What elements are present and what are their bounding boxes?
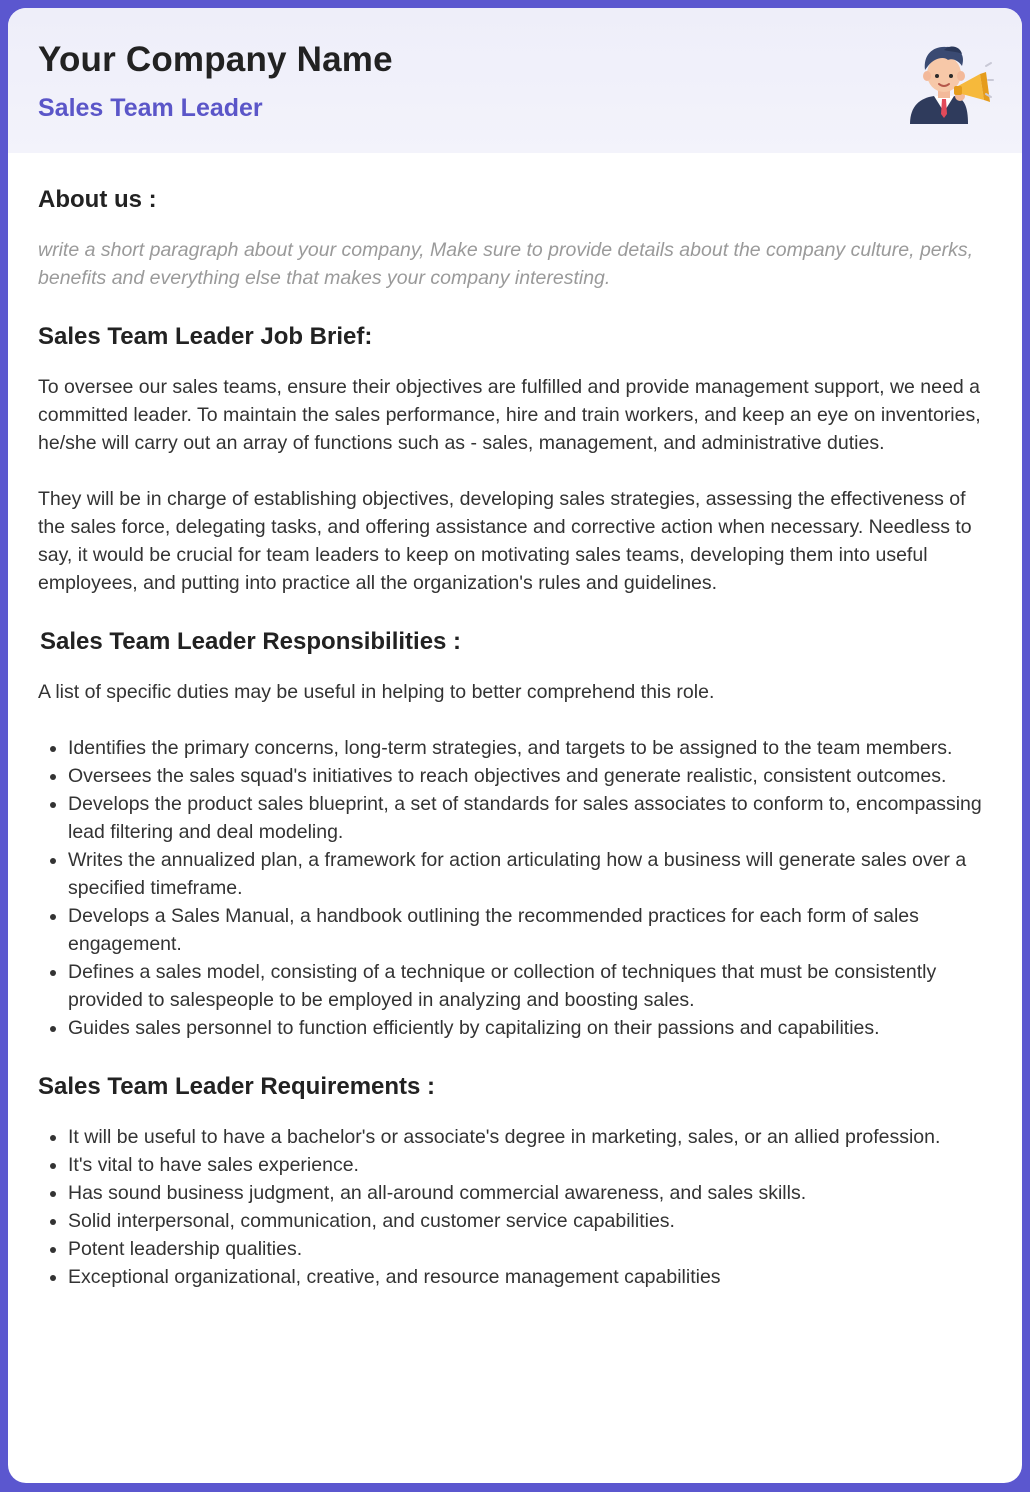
job-title: Sales Team Leader xyxy=(38,94,263,122)
content xyxy=(38,153,993,1291)
header xyxy=(8,8,1022,153)
list-item: • Writes the annualized plan, a framework for action articulating how a business will generate sales over a specified timeframe. xyxy=(68,846,993,902)
list-item: • Guides sales personnel to function efficiently by capitalizing on their passions and capabilities. xyxy=(68,1014,993,1042)
list-item: • Defines a sales model, consisting of a technique or collection of techniques that must be consistently provided to salespeople to be employed in analyzing and boosting sales. xyxy=(68,958,993,1014)
list-item: • Has sound business judgment, an all-around commercial awareness, and sales skills. xyxy=(68,1179,993,1207)
requirements-heading: Sales Team Leader Requirements : xyxy=(38,1073,436,1100)
list-item: • Develops the product sales blueprint, a set of standards for sales associates to conform to, encompassing lead filtering and deal modeling. xyxy=(68,790,993,846)
brief-heading: Sales Team Leader Job Brief: xyxy=(38,323,373,350)
responsibilities-list xyxy=(38,734,993,1042)
brief-paragraph: They will be in charge of establishing objectives, developing sales strategies, assessing the effectiveness of the sales force, delegating tasks, and offering assistance and corrective action when necessary. Needless to say, it would be crucial for team leaders to keep on motivating sales teams, developing them into useful employees, and putting into practice all the organization's rules and guidelines. xyxy=(38,488,972,594)
about-placeholder-text: write a short paragraph about your company, Make sure to provide details about the company culture, perks, benefits and everything else that makes your company interesting. xyxy=(38,239,974,289)
list-item: • Solid interpersonal, communication, and customer service capabilities. xyxy=(68,1207,993,1235)
responsibilities-intro: A list of specific duties may be useful in helping to better comprehend this role. xyxy=(38,681,715,703)
list-item: • Exceptional organizational, creative, and resource management capabilities xyxy=(68,1263,993,1291)
responsibilities-heading: Sales Team Leader Responsibilities : xyxy=(40,628,462,655)
job-description-card xyxy=(8,8,1022,1483)
brief-paragraph: To oversee our sales teams, ensure their objectives are fulfilled and provide management support, we need a committed leader. To maintain the sales performance, hire and train workers, and keep an eye on inventories, he/she will carry out an array of functions such as - sales, management, and administrative duties. xyxy=(38,376,981,454)
company-name: Your Company Name xyxy=(38,40,393,79)
list-item: • Oversees the sales squad's initiatives to reach objectives and generate realistic, consistent outcomes. xyxy=(68,762,993,790)
requirements-list xyxy=(38,1123,993,1291)
businessman-megaphone-icon xyxy=(904,36,994,126)
about-heading: About us : xyxy=(38,186,157,213)
list-item: • Identifies the primary concerns, long-term strategies, and targets to be assigned to the team members. xyxy=(68,734,993,762)
list-item: • It's vital to have sales experience. xyxy=(68,1151,993,1179)
list-item: • It will be useful to have a bachelor's or associate's degree in marketing, sales, or an allied profession. xyxy=(68,1123,993,1151)
list-item: • Develops a Sales Manual, a handbook outlining the recommended practices for each form of sales engagement. xyxy=(68,902,993,958)
list-item: • Potent leadership qualities. xyxy=(68,1235,993,1263)
